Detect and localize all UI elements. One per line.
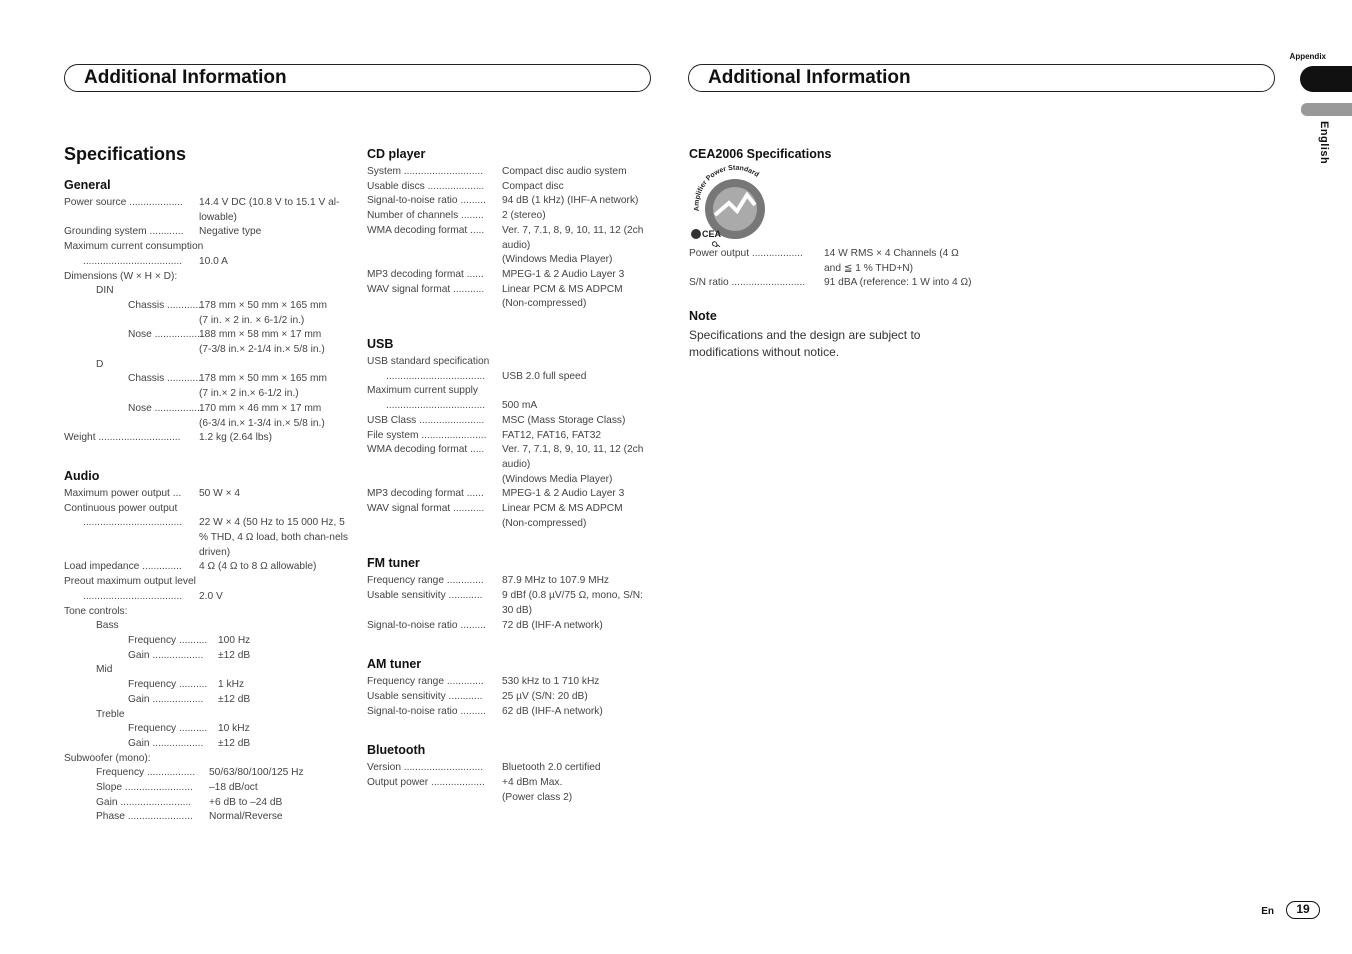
spec-row: S/N ratio .......................... 91 dBA (reference: 1 W into 4 Ω)	[689, 277, 972, 289]
spec-row: Power output .................. 14 W RMS × 4 Channels (4 Ω and ≦ 1 % THD+N)	[689, 248, 959, 274]
spec-row: WMA decoding format ..... Ver. 7, 7.1, 8, 9, 10, 11, 12 (2ch audio)	[367, 224, 644, 251]
note-heading: Note	[689, 309, 717, 324]
cea-logo-area	[689, 165, 974, 247]
spec-row: Gain ......................... +6 dB to –24 dB	[96, 796, 283, 808]
spec-row: Preout maximum output level	[64, 576, 196, 588]
spec-row: ................................... USB 2.0 full speed	[386, 370, 587, 382]
section-header-right	[688, 64, 1275, 92]
spec-row: Signal-to-noise ratio ......... 62 dB (IHF-A network)	[367, 705, 603, 717]
spec-row: MP3 decoding format ...... MPEG-1 & 2 Audio Layer 3	[367, 488, 625, 500]
cea-heading: CEA2006 Specifications	[689, 147, 832, 161]
spec-row: Number of channels ........ 2 (stereo)	[367, 210, 546, 222]
fm-heading: FM tuner	[367, 556, 420, 571]
spec-row: Bass	[96, 620, 119, 632]
section-header-right-title: Additional Information	[708, 67, 911, 88]
spec-row: (Windows Media Player)	[502, 473, 613, 485]
spec-row: WMA decoding format ..... Ver. 7, 7.1, 8, 9, 10, 11, 12 (2ch audio)	[367, 444, 644, 470]
spec-row: Nose ................. 188 mm × 58 mm × 17 mm	[128, 329, 322, 341]
spec-row: Frequency range ............. 87.9 MHz to 107.9 MHz	[367, 575, 610, 587]
spec-row: ................................... 2.0 V	[83, 590, 223, 602]
spec-row: Usable sensitivity ............ 25 µV (S/N: 20 dB)	[367, 690, 588, 702]
column-cd-usb-tuner	[367, 147, 655, 806]
spec-row: Usable discs .................... Compact disc	[367, 180, 564, 192]
spec-row: (Power class 2)	[502, 791, 573, 803]
spec-row: System ............................ Compact disc audio system	[367, 166, 627, 177]
spec-row: Gain .................. ±12 dB	[128, 693, 251, 705]
note-text: Specifications and the design are subject to modifications without notice.	[689, 328, 921, 360]
column-cea-note	[689, 147, 974, 361]
footer-language: En	[1261, 906, 1274, 917]
general-heading: General	[64, 178, 111, 192]
spec-row: Grounding system ............ Negative type	[64, 226, 262, 238]
spec-row: Tone controls:	[64, 605, 128, 617]
spec-row: Dimensions (W × H × D):	[64, 270, 178, 282]
spec-row: Mid	[96, 664, 113, 676]
spec-row: Load impedance .............. 4 Ω (4 Ω to 8 Ω allowable)	[64, 561, 317, 573]
spec-row: Treble	[96, 708, 125, 720]
language-tab: English	[1318, 121, 1330, 165]
spec-row: USB standard specification	[367, 356, 490, 368]
spec-row: USB Class ....................... MSC (Mass Storage Class)	[367, 414, 626, 426]
spec-row: Power source ................... 14.4 V DC (10.8 V to 15.1 V al-lowable)	[64, 197, 340, 223]
spec-row: (Windows Media Player)	[502, 254, 613, 266]
language-tab-bar	[1301, 103, 1352, 116]
am-heading: AM tuner	[367, 657, 422, 672]
spec-row: Frequency ................. 50/63/80/100/125 Hz	[96, 767, 304, 779]
spec-row: MP3 decoding format ...... MPEG-1 & 2 Audio Layer 3	[367, 268, 625, 280]
spec-row: DIN	[96, 285, 114, 297]
spec-row: Signal-to-noise ratio ......... 94 dB (1 kHz) (IHF-A network)	[367, 195, 639, 207]
appendix-label: Appendix	[1289, 52, 1326, 61]
spec-row: (7 in.× 2 in.× 6-1/2 in.)	[199, 388, 299, 400]
spec-row: Phase ....................... Normal/Reverse	[96, 811, 283, 823]
spec-row: Nose ................. 170 mm × 46 mm × 17 mm	[128, 402, 322, 414]
spec-row: (Non-compressed)	[502, 298, 587, 310]
spec-row: Maximum current consumption	[64, 241, 204, 253]
column-general-audio	[64, 178, 349, 825]
spec-row: WAV signal format ........... Linear PCM & MS ADPCM	[367, 283, 623, 295]
spec-row: Continuous power output	[64, 502, 178, 514]
spec-row: Frequency .......... 1 kHz	[128, 679, 245, 691]
spec-row: ................................... 500 mA	[386, 400, 538, 412]
appendix-tab	[1300, 66, 1352, 92]
spec-row: Maximum current supply	[367, 385, 478, 397]
cd-heading: CD player	[367, 147, 426, 161]
svg-text:CEA-2006 Compliant: C	[709, 240, 718, 247]
spec-row: ................................... 10.0 A	[83, 255, 228, 267]
audio-heading: Audio	[64, 468, 100, 483]
spec-row: Chassis ............. 178 mm × 50 mm × 165 mm	[128, 373, 327, 385]
spec-row: Slope ........................ –18 dB/oct	[96, 782, 258, 794]
spec-row: Frequency range ............. 530 kHz to 1 710 kHz	[367, 676, 600, 688]
spec-row: Gain .................. ±12 dB	[128, 649, 251, 661]
spec-row: D	[96, 358, 104, 370]
spec-row: ................................... 22 W × 4 (50 Hz to 15 000 Hz, 5 % THD, 4 Ω load, both chan-nels driven)	[83, 517, 348, 558]
spec-row: Output power ................... +4 dBm Max.	[367, 777, 563, 789]
spec-row: Usable sensitivity ............ 9 dBf (0.8 µV/75 Ω, mono, S/N: 30 dB)	[367, 590, 643, 616]
spec-row: Signal-to-noise ratio ......... 72 dB (IHF-A network)	[367, 619, 603, 631]
spec-row: Frequency .......... 10 kHz	[128, 723, 250, 735]
spec-row: Frequency .......... 100 Hz	[128, 634, 251, 646]
usb-heading: USB	[367, 337, 394, 352]
section-header-left	[64, 64, 651, 92]
bluetooth-heading: Bluetooth	[367, 743, 426, 758]
spec-row: (7-3/8 in.× 2-1/4 in.× 5/8 in.)	[199, 344, 325, 356]
spec-row: (Non-compressed)	[502, 517, 587, 529]
spec-row: (7 in. × 2 in. × 6-1/2 in.)	[199, 314, 305, 326]
page-number: 19	[1286, 901, 1320, 919]
spec-row: WAV signal format ........... Linear PCM & MS ADPCM	[367, 503, 623, 515]
svg-text:CEA: CEA	[702, 229, 722, 239]
spec-row: File system ....................... FAT12, FAT16, FAT32	[367, 429, 602, 441]
spec-row: Maximum power output ... 50 W × 4	[64, 487, 241, 499]
cea-compliance-logo	[689, 165, 781, 247]
spec-row: (6-3/4 in.× 1-3/4 in.× 5/8 in.)	[199, 417, 325, 429]
spec-row: Subwoofer (mono):	[64, 752, 151, 764]
spec-row: Gain .................. ±12 dB	[128, 737, 251, 749]
spec-row: Chassis ............. 178 mm × 50 mm × 165 mm	[128, 299, 327, 311]
spec-row: Version ............................ Bluetooth 2.0 certified	[367, 762, 601, 774]
spec-row: Weight ............................. 1.2 kg (2.64 lbs)	[64, 432, 273, 444]
section-header-left-title: Additional Information	[84, 67, 287, 88]
svg-text:Amplifier Power Standard: Amplifier Power Standard	[693, 165, 760, 212]
page-title: Specifications	[64, 144, 187, 164]
